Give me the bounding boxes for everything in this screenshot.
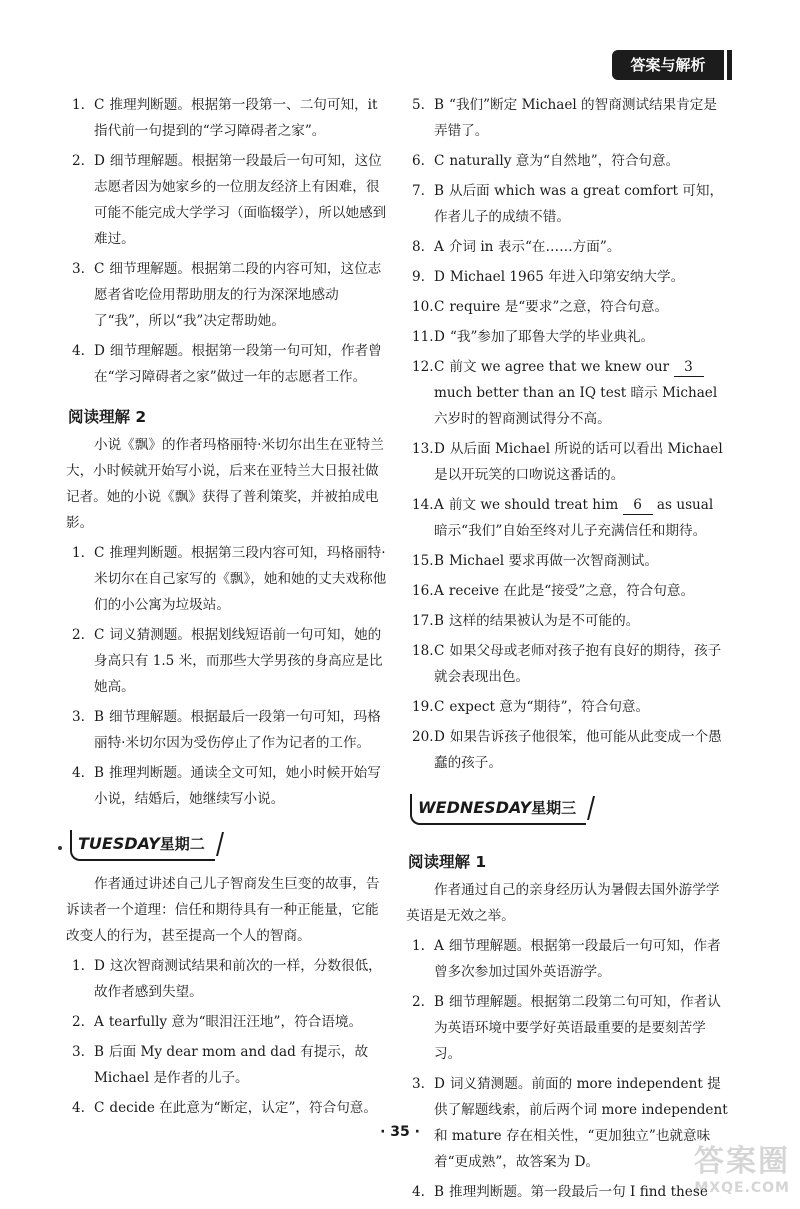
item-number: 8. <box>412 239 425 255</box>
answer-item <box>72 338 390 390</box>
answer-item <box>412 694 730 720</box>
answer-item <box>412 638 730 690</box>
item-number: 18. <box>412 643 434 659</box>
answer-item <box>412 354 730 432</box>
item-number: 13. <box>412 441 434 457</box>
answer-item <box>72 622 390 700</box>
item-number: 11. <box>412 329 434 345</box>
answer-item <box>412 492 730 544</box>
section-title: 阅读理解 1 <box>408 853 487 871</box>
item-number: 17. <box>412 613 434 629</box>
item-number: 3. <box>72 1044 85 1060</box>
left-column <box>66 92 390 1125</box>
item-explanation: 从后面 Michael 所说的话可以看出 Michael 是以开玩笑的口吻说这番话的。 <box>434 441 723 483</box>
item-answer: A <box>434 497 444 513</box>
item-explanation: 细节理解题。根据第二段第二句可知，作者认为英语环境中要学好英语最重要的是要刻苦学习。 <box>434 994 721 1062</box>
item-explanation: 细节理解题。根据第一段最后一句可知，这位志愿者因为她家乡的一位朋友经济上有困难，很可能不能完成大学学习（面临辍学），所以她感到难过。 <box>94 153 387 247</box>
item-explanation: 推理判断题。第一段最后一句 I find these <box>449 1184 708 1200</box>
item-number: 14. <box>412 497 434 513</box>
answer-list <box>412 92 730 776</box>
answer-item <box>72 1009 390 1035</box>
item-number: 2. <box>72 153 85 169</box>
item-explanation: tearfully 意为“眼泪汪汪地”，符合语境。 <box>108 1014 363 1030</box>
item-number: 7. <box>412 183 425 199</box>
item-answer: A <box>434 938 444 954</box>
item-answer: A <box>434 583 444 599</box>
item-explanation: 词义猜测题。前面的 more independent 提供了解题线索，前后两个词 more independent 和 mature 存在相关性，“更加独立”也就意味着“更成熟”，故答案为 D。 <box>434 1076 728 1170</box>
item-number: 4. <box>72 765 85 781</box>
item-number: 3. <box>72 709 85 725</box>
item-answer: C <box>94 261 105 277</box>
item-answer: B <box>434 613 444 629</box>
answer-item <box>412 933 730 985</box>
item-answer: C <box>94 545 105 561</box>
item-answer: C <box>434 153 445 169</box>
item-number: 5. <box>412 97 425 113</box>
item-number: 1. <box>72 97 85 113</box>
answer-item <box>412 608 730 634</box>
item-explanation: “我们”断定 Michael 的智商测试结果肯定是弄错了。 <box>434 97 717 139</box>
item-explanation: 这样的结果被认为是不可能的。 <box>449 613 640 629</box>
header-bar-decoration <box>727 50 732 80</box>
answer-item <box>412 294 730 320</box>
item-explanation: 词义猜测题。根据划线短语前一句可知，她的身高只有 1.5 米，而那些大学男孩的身高应是比她高。 <box>94 627 383 695</box>
item-number: 1. <box>72 958 85 974</box>
item-explanation: 推理判断题。通读全文可知，她小时候开始写小说，结婚后，她继续写小说。 <box>94 765 381 807</box>
item-number: 9. <box>412 269 425 285</box>
item-explanation: 如果告诉孩子他很笨，他可能从此变成一个愚蠢的孩子。 <box>434 729 722 771</box>
item-number: 2. <box>412 994 425 1010</box>
item-explanation: Michael 1965 年进入印第安纳大学。 <box>449 269 685 285</box>
right-column <box>406 92 730 1209</box>
answer-item <box>72 1095 390 1121</box>
item-explanation: 介词 in 表示“在……方面”。 <box>448 239 621 255</box>
day-label-tuesday <box>70 830 215 861</box>
item-number: 15. <box>412 553 434 569</box>
item-explanation: 推理判断题。根据第三段内容可知，玛格丽特·米切尔在自己家写的《飘》，她和她的丈夫戏称他们的小公寓为垃圾站。 <box>94 545 387 613</box>
item-number: 16. <box>412 583 434 599</box>
item-answer: C <box>94 1100 105 1116</box>
item-answer: D <box>434 1076 445 1092</box>
item-explanation: 推理判断题。根据第一段第一、二句可知，it 指代前一句提到的“学习障碍者之家”。 <box>94 97 378 139</box>
day-label-zh: 星期三 <box>531 799 577 817</box>
item-explanation: Michael 要求再做一次智商测试。 <box>449 553 658 569</box>
item-answer: C <box>434 699 445 715</box>
stray-mark <box>58 846 62 850</box>
item-answer: B <box>94 765 104 781</box>
item-explanation: 细节理解题。根据第一段第一句可知，作者曾在“学习障碍者之家”做过一年的志愿者工作。 <box>94 343 382 385</box>
answer-item <box>412 264 730 290</box>
item-answer: B <box>434 183 444 199</box>
passage-summary: 作者通过讲述自己儿子智商发生巨变的故事，告诉读者一个道理：信任和期待具有一种正能量，它能改变人的行为，甚至提高一个人的智商。 <box>66 876 380 944</box>
item-answer: C <box>434 359 445 375</box>
item-number: 10. <box>412 299 434 315</box>
section-title: 阅读理解 2 <box>68 408 147 426</box>
item-number: 4. <box>72 343 85 359</box>
item-explanation: receive 在此是“接受”之意，符合句意。 <box>448 583 695 599</box>
answer-list <box>72 953 390 1121</box>
item-explanation: 细节理解题。根据第二段的内容可知，这位志愿者省吃俭用帮助朋友的行为深深地感动了“我”，所以“我”决定帮助她。 <box>94 261 382 329</box>
item-answer: D <box>434 329 445 345</box>
item-answer: C <box>434 299 445 315</box>
item-number: 20. <box>412 729 434 745</box>
answer-item <box>412 578 730 604</box>
day-label-en: TUESDAY <box>78 834 160 853</box>
answer-item <box>72 256 390 334</box>
item-answer: D <box>94 343 105 359</box>
item-answer: B <box>434 553 444 569</box>
item-answer: D <box>434 269 445 285</box>
item-explanation: 从后面 which was a great comfort 可知，作者儿子的成绩不错。 <box>434 183 724 225</box>
item-answer: C <box>434 643 445 659</box>
item-answer: B <box>94 709 104 725</box>
answer-item <box>412 548 730 574</box>
answer-item <box>412 724 730 776</box>
item-answer: A <box>434 239 444 255</box>
answer-item <box>72 92 390 144</box>
answer-item <box>72 760 390 812</box>
item-number: 1. <box>72 545 85 561</box>
blank-number: 3 <box>674 358 704 377</box>
passage-summary: 小说《飘》的作者玛格丽特·米切尔出生在亚特兰大，小时候就开始写小说，后来在亚特兰大日报社做记者。她的小说《飘》获得了普利策奖，并被拍成电影。 <box>66 437 384 531</box>
item-answer: D <box>94 958 105 974</box>
item-explanation: 前文 we agree that we knew our <box>449 359 670 375</box>
item-answer: A <box>94 1014 104 1030</box>
answer-item <box>412 234 730 260</box>
answer-item <box>412 92 730 144</box>
item-number: 4. <box>412 1184 425 1200</box>
item-number: 4. <box>72 1100 85 1116</box>
item-explanation: 如果父母或老师对孩子抱有良好的期待，孩子就会表现出色。 <box>434 643 722 685</box>
day-label-zh: 星期二 <box>159 835 205 853</box>
answer-item <box>412 436 730 488</box>
item-answer: C <box>94 97 105 113</box>
answer-item <box>412 178 730 230</box>
item-explanation: 细节理解题。根据最后一段第一句可知，玛格丽特·米切尔因为受伤停止了作为记者的工作。 <box>94 709 381 751</box>
item-answer: B <box>94 1044 104 1060</box>
item-number: 12. <box>412 359 434 375</box>
item-explanation: require 是“要求”之意，符合句意。 <box>449 299 669 315</box>
section-header-tag: 答案与解析 <box>612 50 724 80</box>
answer-item <box>72 704 390 756</box>
item-explanation: “我”参加了耶鲁大学的毕业典礼。 <box>449 329 655 345</box>
site-watermark <box>640 1136 790 1194</box>
watermark-text: 答案圈 <box>694 1144 790 1179</box>
item-number: 3. <box>412 1076 425 1092</box>
item-explanation: 这次智商测试结果和前次的一样，分数很低，故作者感到失望。 <box>94 958 382 1000</box>
item-explanation-cont: much better than an IQ test 暗示 Michael 六岁时的智商测试得分不高。 <box>434 385 718 427</box>
answer-item <box>412 989 730 1067</box>
answer-item <box>412 324 730 350</box>
item-number: 3. <box>72 261 85 277</box>
answer-list <box>72 92 390 390</box>
item-explanation-cont: as usual 暗示“我们”自始至终对儿子充满信任和期待。 <box>434 497 714 539</box>
item-answer: D <box>94 153 105 169</box>
item-answer: B <box>434 994 444 1010</box>
answer-item <box>72 148 390 252</box>
answer-item <box>412 148 730 174</box>
item-explanation: expect 意为“期待”，符合句意。 <box>449 699 650 715</box>
blank-number: 6 <box>623 496 653 515</box>
item-answer: B <box>434 1184 444 1200</box>
answer-item <box>72 1039 390 1091</box>
item-answer: D <box>434 441 445 457</box>
item-explanation: naturally 意为“自然地”，符合句意。 <box>449 153 680 169</box>
day-label-en: WEDNESDAY <box>418 798 532 817</box>
passage-summary: 作者通过自己的亲身经历认为暑假去国外游学学英语是无效之举。 <box>406 882 720 924</box>
watermark-url: MXQE.COM <box>694 1180 790 1196</box>
item-answer: D <box>434 729 445 745</box>
item-number: 6. <box>412 153 425 169</box>
item-explanation: 后面 My dear mom and dad 有提示，故 Michael 是作者的儿子。 <box>94 1044 369 1086</box>
item-explanation: 前文 we should treat him <box>448 497 619 513</box>
day-label-wednesday <box>410 794 586 825</box>
answer-list <box>72 540 390 812</box>
item-number: 1. <box>412 938 425 954</box>
item-answer: B <box>434 97 444 113</box>
answer-item <box>72 540 390 618</box>
item-number: 19. <box>412 699 434 715</box>
answer-item <box>72 953 390 1005</box>
item-number: 2. <box>72 627 85 643</box>
item-explanation: 细节理解题。根据第一段最后一句可知，作者曾多次参加过国外英语游学。 <box>434 938 721 980</box>
item-explanation: decide 在此意为“断定，认定”，符合句意。 <box>109 1100 377 1116</box>
item-answer: C <box>94 627 105 643</box>
page-number: · 35 · <box>380 1124 420 1140</box>
item-number: 2. <box>72 1014 85 1030</box>
